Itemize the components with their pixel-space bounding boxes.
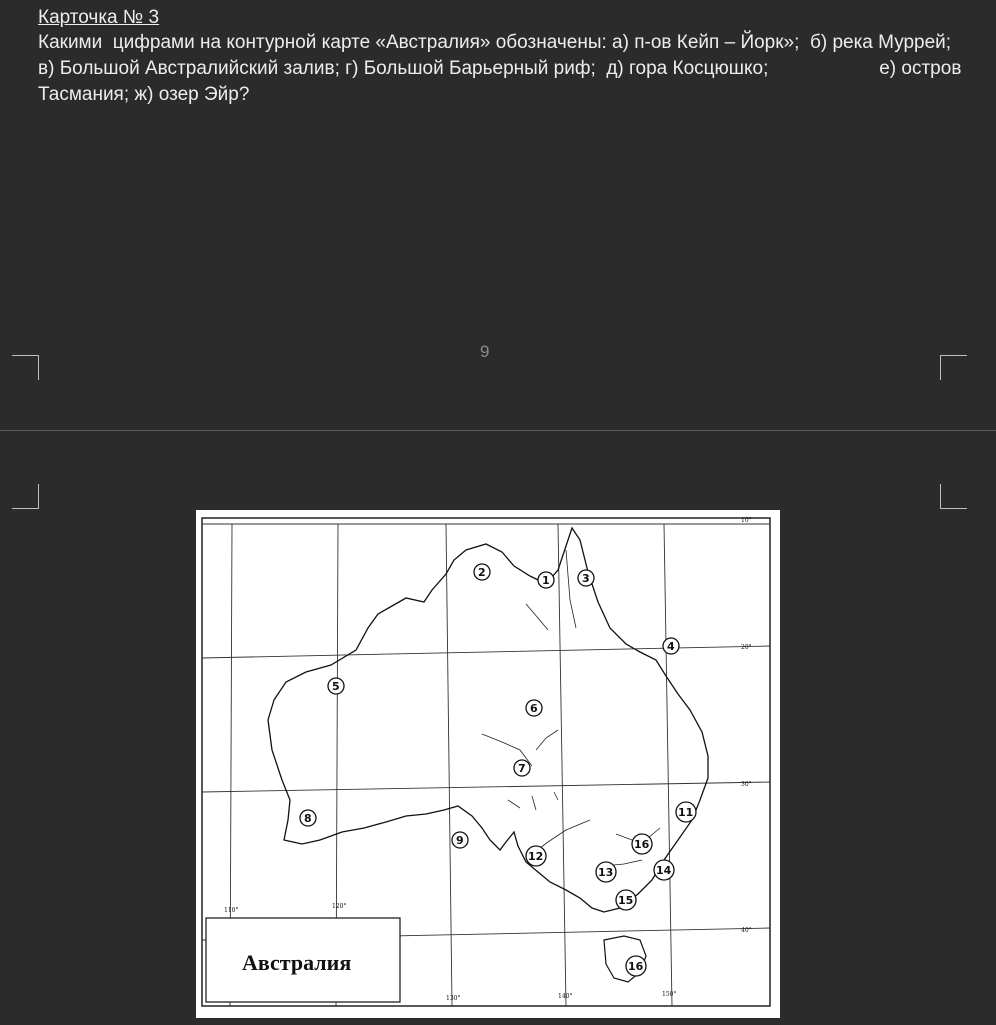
- marker-11: [676, 802, 696, 822]
- marker-6: [526, 700, 542, 716]
- marker-8: [300, 810, 316, 826]
- marker-9: [452, 832, 468, 848]
- marker-group: [300, 564, 696, 976]
- marker-4: [663, 638, 679, 654]
- svg-text:3: 3: [582, 572, 590, 585]
- svg-text:12: 12: [528, 850, 544, 863]
- coord-label: 10°: [741, 517, 752, 524]
- coord-label: 20°: [741, 644, 752, 651]
- lakes: [508, 792, 558, 810]
- map-label: Австралия: [242, 950, 352, 975]
- svg-text:13: 13: [598, 866, 614, 879]
- card-title: Карточка № 3: [38, 7, 160, 28]
- marker-12: [526, 846, 546, 866]
- coord-label: 140°: [558, 993, 573, 1000]
- svg-text:11: 11: [678, 806, 694, 819]
- coord-label: 110°: [224, 907, 239, 914]
- svg-text:8: 8: [304, 812, 312, 825]
- coord-label: 30°: [741, 781, 752, 788]
- marker-2: [474, 564, 490, 580]
- rivers: [482, 550, 660, 866]
- crop-mark-bottom-left: [12, 484, 39, 509]
- marker-16-tasmania: [626, 956, 646, 976]
- svg-text:6: 6: [530, 702, 538, 715]
- coord-label: 150°: [662, 991, 677, 998]
- svg-text:1: 1: [542, 574, 550, 587]
- marker-15: [616, 890, 636, 910]
- marker-5: [328, 678, 344, 694]
- svg-text:16: 16: [634, 838, 650, 851]
- svg-text:5: 5: [332, 680, 340, 693]
- map-image: [196, 510, 780, 1018]
- marker-14: [654, 860, 674, 880]
- marker-16-mainland: [632, 834, 652, 854]
- svg-text:4: 4: [667, 640, 675, 653]
- crop-mark-top-right: [940, 355, 967, 380]
- svg-text:14: 14: [656, 864, 672, 877]
- svg-text:9: 9: [456, 834, 464, 847]
- svg-text:15: 15: [618, 894, 634, 907]
- coord-label: 40°: [741, 927, 752, 934]
- marker-7: [514, 760, 530, 776]
- page-number: 9: [480, 342, 490, 361]
- svg-text:16: 16: [628, 960, 644, 973]
- question-text: Какими цифрами на контурной карте «Австралия» обозначены: а) п-ов Кейп – Йорк»; б) река Муррей; в) Большой Австралийский залив; г) Большой Барьерный риф; д) гора Косцюшко; е) остров Тасмания; ж) озер Эйр?: [38, 32, 967, 105]
- contour-map-australia: [196, 510, 780, 1018]
- svg-text:7: 7: [518, 762, 526, 775]
- page-divider: [0, 430, 996, 431]
- marker-1: [538, 572, 554, 588]
- svg-text:2: 2: [478, 566, 486, 579]
- marker-3: [578, 570, 594, 586]
- marker-13: [596, 862, 616, 882]
- coord-label: 130°: [446, 995, 461, 1002]
- crop-mark-top-left: [12, 355, 39, 380]
- crop-mark-bottom-right: [940, 484, 967, 509]
- coord-label: 120°: [332, 903, 347, 910]
